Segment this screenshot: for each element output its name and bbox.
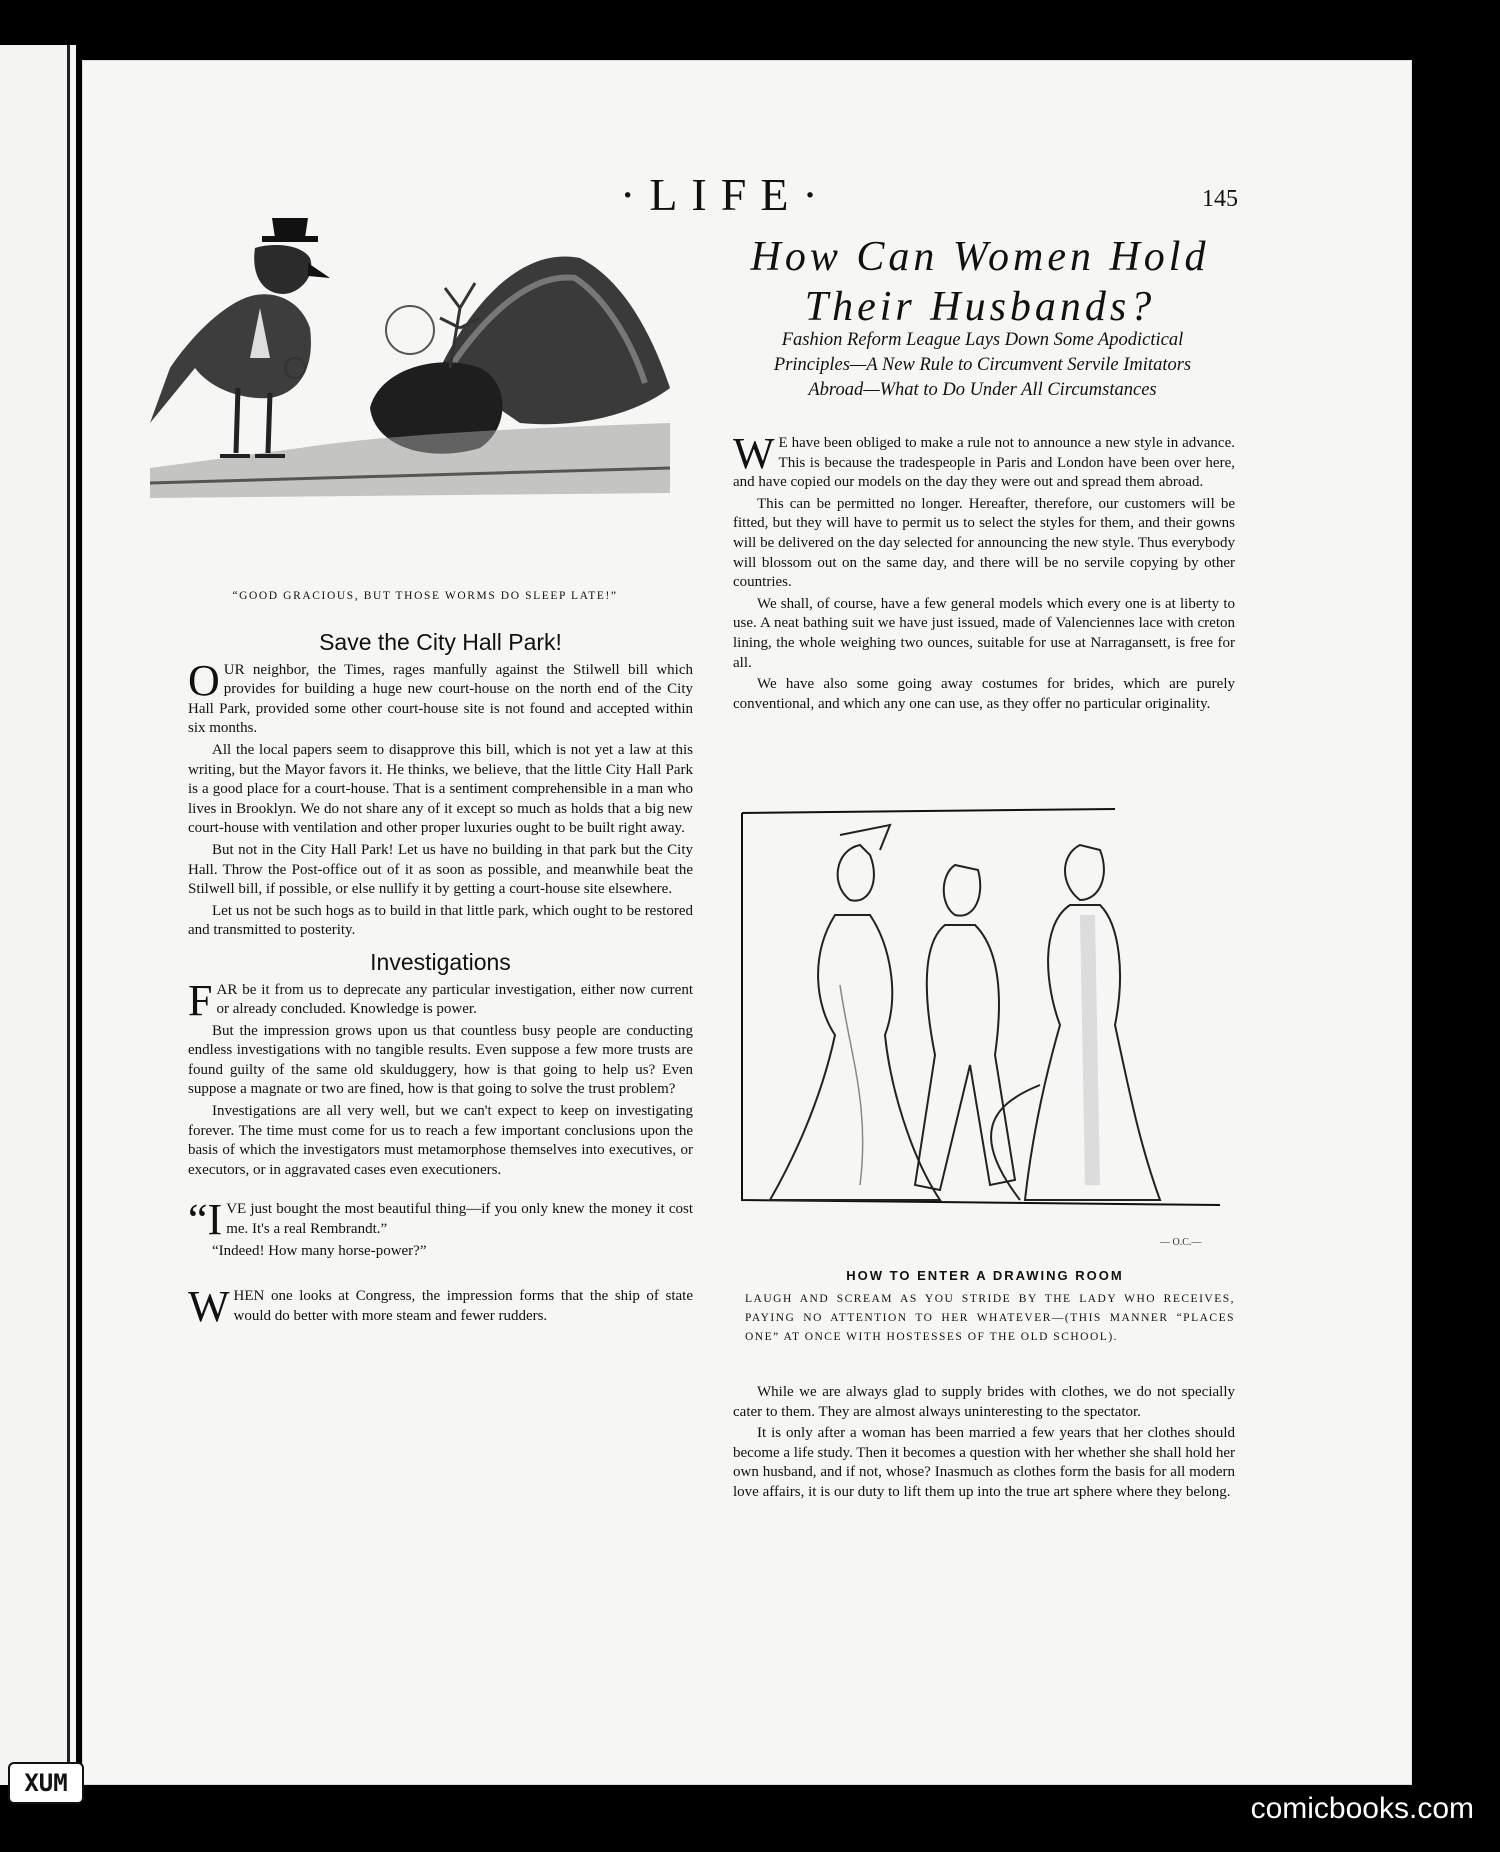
drawing-caption: LAUGH AND SCREAM AS YOU STRIDE BY THE LADY WHO RECEIVES, PAYING NO ATTENTION TO HER WHATEVER—(THIS MANNER “PLACES ONE” AT ONCE WITH HOSTESSES OF THE OLD SCHOOL). bbox=[745, 1293, 1235, 1343]
drawing-title: HOW TO ENTER A DRAWING ROOM bbox=[846, 1268, 1124, 1283]
page-number: 145 bbox=[1202, 186, 1238, 212]
article-paragraph: W E have been obliged to make a rule not to announce a new style in advance. This is because the tradespeople in Paris and London have been over here, and have copied our models on the day they were out and spread them abroad. bbox=[733, 429, 1235, 491]
article-paragraph: This can be permitted no longer. Hereafter, therefore, our customers will be fitted, but they will have to permit us to select the styles for them, and their gowns will be delivered on the day selected for announcing the new style. Thus everybody will blossom out on the same day, and there will be no servile copying by other countries. bbox=[733, 495, 1235, 591]
left-page-edge bbox=[0, 45, 76, 1785]
dropcap: O bbox=[188, 655, 220, 705]
right-column-top bbox=[733, 429, 1235, 716]
article-paragraph: While we are always glad to supply brides with clothes, we do not specially cater to them. They are almost always uninteresting to the spectator. bbox=[733, 1384, 1235, 1420]
dropcap: F bbox=[188, 975, 213, 1025]
investigations-paragraph: But the impression grows upon us that countless busy people are conducting endless investigations with no tangible results. Even suppose a few more trusts are found guilty of the same old skulduggery, how is that going to help us? Even suppose a magnate or two are fined, how is that going to solve the trust problem? bbox=[188, 1022, 693, 1098]
save-park-paragraph: OUR neighbor, the Times, rages manfully against the Stilwell bill which provides for building a huge new court-house on the north end of the City Hall Park, provided some other court-house site is not found and accepted within six months. bbox=[188, 655, 693, 737]
save-park-heading: Save the City Hall Park! bbox=[319, 629, 562, 655]
rembrandt-reply: “Indeed! How many horse-power?” bbox=[212, 1242, 427, 1259]
article-title: How Can Women Hold Their Husbands? bbox=[750, 234, 1210, 330]
xum-badge: XUM bbox=[8, 1762, 84, 1804]
dropcap: “I bbox=[188, 1195, 223, 1245]
crow-caption: “GOOD GRACIOUS, BUT THOSE WORMS DO SLEEP LATE!” bbox=[232, 590, 618, 602]
investigations-paragraph: Investigations are all very well, but we can't expect to keep on investigating forever. The time must come for us to reach a few important conclusions upon the basis of which the investigators must metamorphose themselves into executives, or executors, or in aggravated cases even executioners. bbox=[188, 1103, 693, 1178]
save-park-paragraph: All the local papers seem to disapprove this bill, which is not yet a law at this writing, but the Mayor favors it. He thinks, we believe, that the little City Hall Park is a good place for a court-house. That is a sentiment comprehensible in a man who lives in Brooklyn. We do not share any of it except so much as holds that a big new court-house with ventilation and other proper luxuries ought to be built right away. bbox=[188, 741, 693, 837]
dropcap: W bbox=[188, 1282, 230, 1332]
right-column-bottom bbox=[733, 1383, 1235, 1505]
article-paragraph: We have also some going away costumes for brides, which are purely conventional, and which any one can use, as they offer no particular originality. bbox=[733, 676, 1235, 712]
save-park-paragraph: Let us not be such hogs as to build in that little park, which ought to be restored and transmitted to posterity. bbox=[188, 902, 693, 939]
investigations-heading: Investigations bbox=[370, 948, 511, 975]
article-paragraph: We shall, of course, have a few general models which every one is at liberty to use. A neat bathing suit we have just issued, made of Valenciennes lace with creton lining, the whole weighing two ounces, suitable for use at Narragansett, is free for all. bbox=[733, 595, 1235, 671]
drawing-room-illustration bbox=[740, 805, 1230, 1255]
masthead: ·LIFE· bbox=[620, 169, 832, 220]
congress-quip: WHEN one looks at Congress, the impression forms that the ship of state would do better with more steam and fewer rudders. bbox=[188, 1282, 693, 1332]
left-column bbox=[188, 629, 693, 1332]
article-paragraph: It is only after a woman has been married a few years that her clothes should become a life study. Then it becomes a question with her whether she shall hold her own husband, and if not, whose? Inasmuch as clothes form the basis for all modern love affairs, it is our duty to lift them up into the true art sphere where they belong. bbox=[733, 1425, 1235, 1500]
watermark: comicbooks.com bbox=[1250, 1792, 1474, 1825]
dropcap: W bbox=[733, 429, 775, 478]
rembrandt-joke: “IVE just bought the most beautiful thing—if you only knew the money it cost me. It's a real Rembrandt.” bbox=[188, 1195, 693, 1245]
save-park-paragraph: But not in the City Hall Park! Let us have no building in that park but the City Hall. Throw the Post-office out of it as soon as possible, and meanwhile beat the Stilwell bill, if possible, or else nullify it by getting a court-house site elsewhere. bbox=[188, 841, 693, 898]
article-subtitle: Fashion Reform League Lays Down Some Apodictical Principles—A New Rule to Circumvent Servile Imitators Abroad—What to Do Under All Circumstances bbox=[773, 330, 1192, 400]
svg-text:— O.C.—: — O.C.— bbox=[1160, 1237, 1202, 1248]
investigations-paragraph: FAR be it from us to deprecate any particular investigation, either now current or already concluded. Knowledge is power. bbox=[188, 975, 693, 1025]
crow-illustration bbox=[150, 218, 695, 513]
